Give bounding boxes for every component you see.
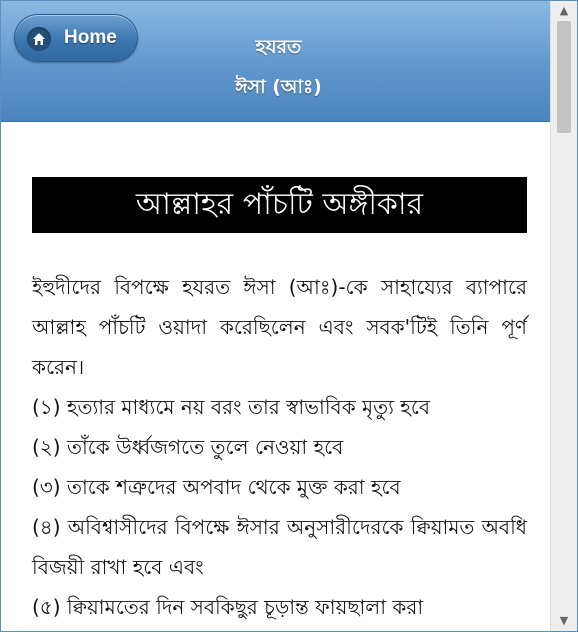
scrollbar-thumb[interactable] bbox=[557, 21, 571, 133]
promise-item-3: (৩) তাকে শত্রুদের অপবাদ থেকে মুক্ত করা হবে bbox=[32, 475, 401, 499]
intro-paragraph: ইহুদীদের বিপক্ষে হযরত ঈসা (আঃ)-কে সাহায্যের ব্যাপারে আল্লাহ পাঁচটি ওয়াদা করেছিলেন এবং সবক'টিই তিনি পূর্ণ করেন। bbox=[32, 275, 527, 379]
home-button-label: Home bbox=[64, 27, 117, 48]
vertical-scrollbar[interactable] bbox=[550, 1, 577, 631]
promise-item-5: (৫) ক্বিয়ামতের দিন সবকিছুর চূড়ান্ত ফায়ছালা করা bbox=[32, 595, 424, 619]
page-title-line-2: ঈসা (আঃ) bbox=[235, 76, 322, 98]
promise-item-4: (৪) অবিশ্বাসীদের বিপক্ষে ঈসার অনুসারীদেরকে ক্বিয়ামত অবধি বিজয়ী রাখা হবে এবং bbox=[32, 515, 527, 579]
section-heading: আল্লাহর পাঁচটি অঙ্গীকার bbox=[32, 177, 527, 233]
page-title bbox=[151, 27, 406, 107]
home-icon bbox=[27, 27, 51, 51]
promise-item-1: (১) হত্যার মাধ্যমে নয় বরং তার স্বাভাবিক মৃত্যু হবে bbox=[32, 395, 430, 419]
page-title-line-1: হযরত bbox=[255, 36, 302, 58]
chevron-up-icon[interactable]: ▲ bbox=[559, 4, 569, 17]
header-bar bbox=[1, 1, 550, 122]
home-button[interactable] bbox=[14, 14, 138, 62]
promise-item-2: (২) তাঁকে উর্ধ্বজগতে তুলে নেওয়া হবে bbox=[32, 435, 344, 459]
chevron-down-icon[interactable]: ▼ bbox=[559, 614, 569, 627]
article-content bbox=[32, 177, 527, 627]
